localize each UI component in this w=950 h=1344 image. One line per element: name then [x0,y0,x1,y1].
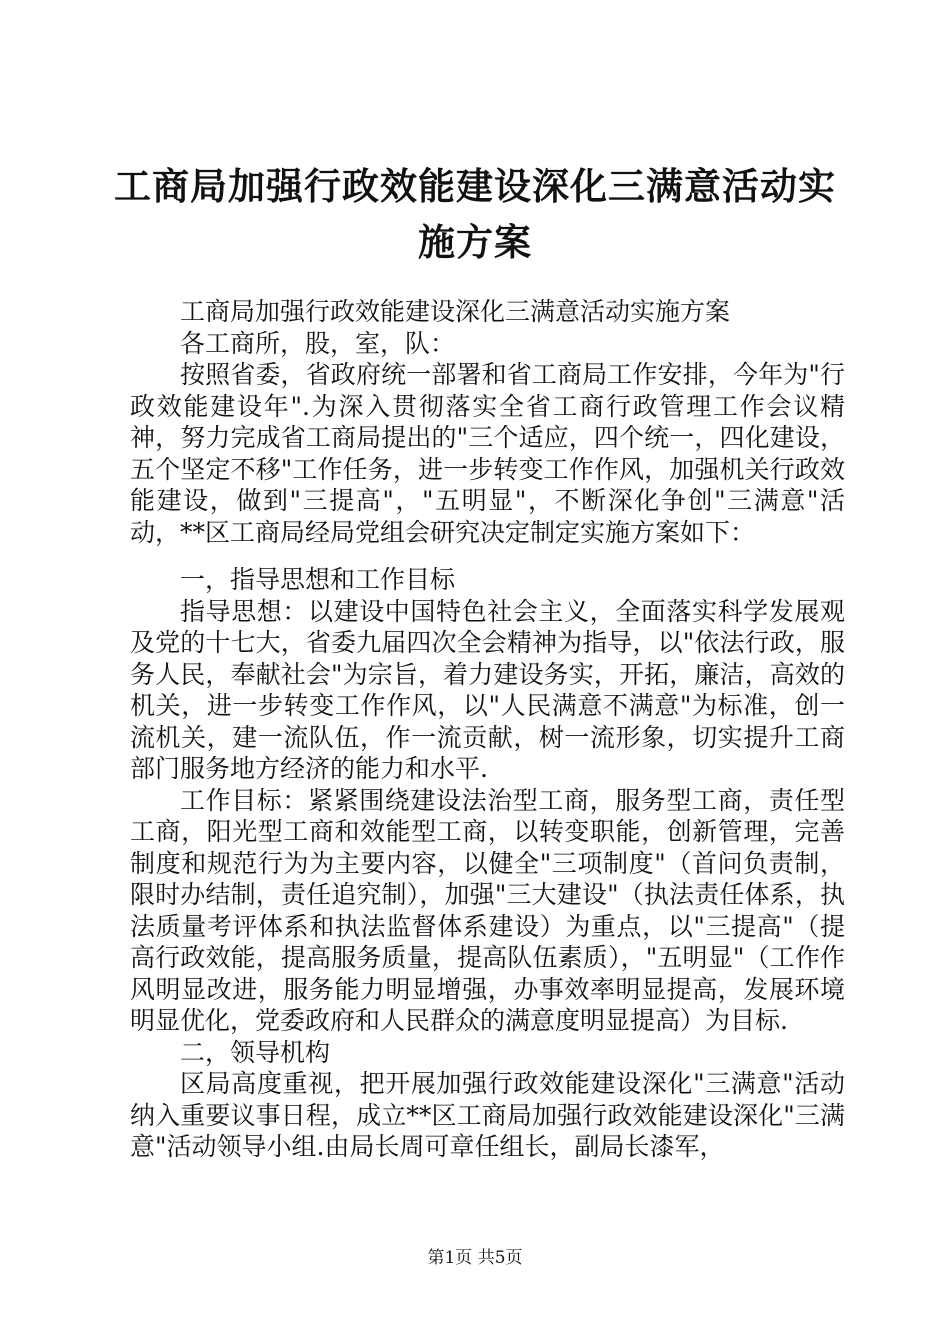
paragraph-salutation: 各工商所，股，室，队： [180,328,456,358]
page-number-footer: 第1页 共5页 [427,1248,523,1268]
document-body [130,296,845,1163]
paragraph-subtitle: 工商局加强行政效能建设深化三满意活动实施方案 [180,297,731,326]
document-title: 工商局加强行政效能建设深化三满意活动实施方案 [114,164,836,264]
paragraph-work-goal: 工作目标：紧紧围绕建设法治型工商，服务型工商，责任型工商，阳光型工商和效能型工商，以转变职能，创新管理，完善制度和规范行为为主要内容，以健全"三项制度"（首问负责制，限时办结制，责任追究制），加强"三大建设"（执法责任体系，执法质量考评体系和执法监督体系建设）为重点，以"三提高"（提高行政效能，提高服务质量，提高队伍素质），"五明显"（工作作风明显改进，服务能力明显增强，办事效率明显提高，发展环境明显优化，党委政府和人民群众的满意度明显提高）为目标. [130,785,845,1035]
paragraph-leadership: 区局高度重视，把开展加强行政效能建设深化"三满意"活动纳入重要议事日程，成立**区工商局加强行政效能建设深化"三满意"活动领导小组.由局长周可章任组长，副局长漆军， [130,1069,845,1161]
paragraph-guiding-thought: 指导思想：以建设中国特色社会主义，全面落实科学发展观及党的十七大，省委九届四次全会精神为指导，以"依法行政，服务人民，奉献社会"为宗旨，着力建设务实，开拓，廉洁，高效的机关，进一步转变工作作风，以"人民满意不满意"为标准，创一流机关，建一流队伍，作一流贡献，树一流形象，切实提升工商部门服务地方经济的能力和水平. [130,596,845,783]
section-heading-2: 二，领导机构 [180,1037,331,1067]
section-heading-1: 一，指导思想和工作目标 [180,565,456,594]
paragraph-intro: 按照省委，省政府统一部署和省工商局工作安排，今年为"行政效能建设年".为深入贯彻落实全省工商行政管理工作会议精神，努力完成省工商局提出的"三个适应，四个统一，四化建设，五个坚定不移"工作任务，进一步转变工作作风，加强机关行政效能建设，做到"三提高"，"五明显"，不断深化争创"三满意"活动，**区工商局经局党组会研究决定制定实施方案如下： [130,360,845,547]
